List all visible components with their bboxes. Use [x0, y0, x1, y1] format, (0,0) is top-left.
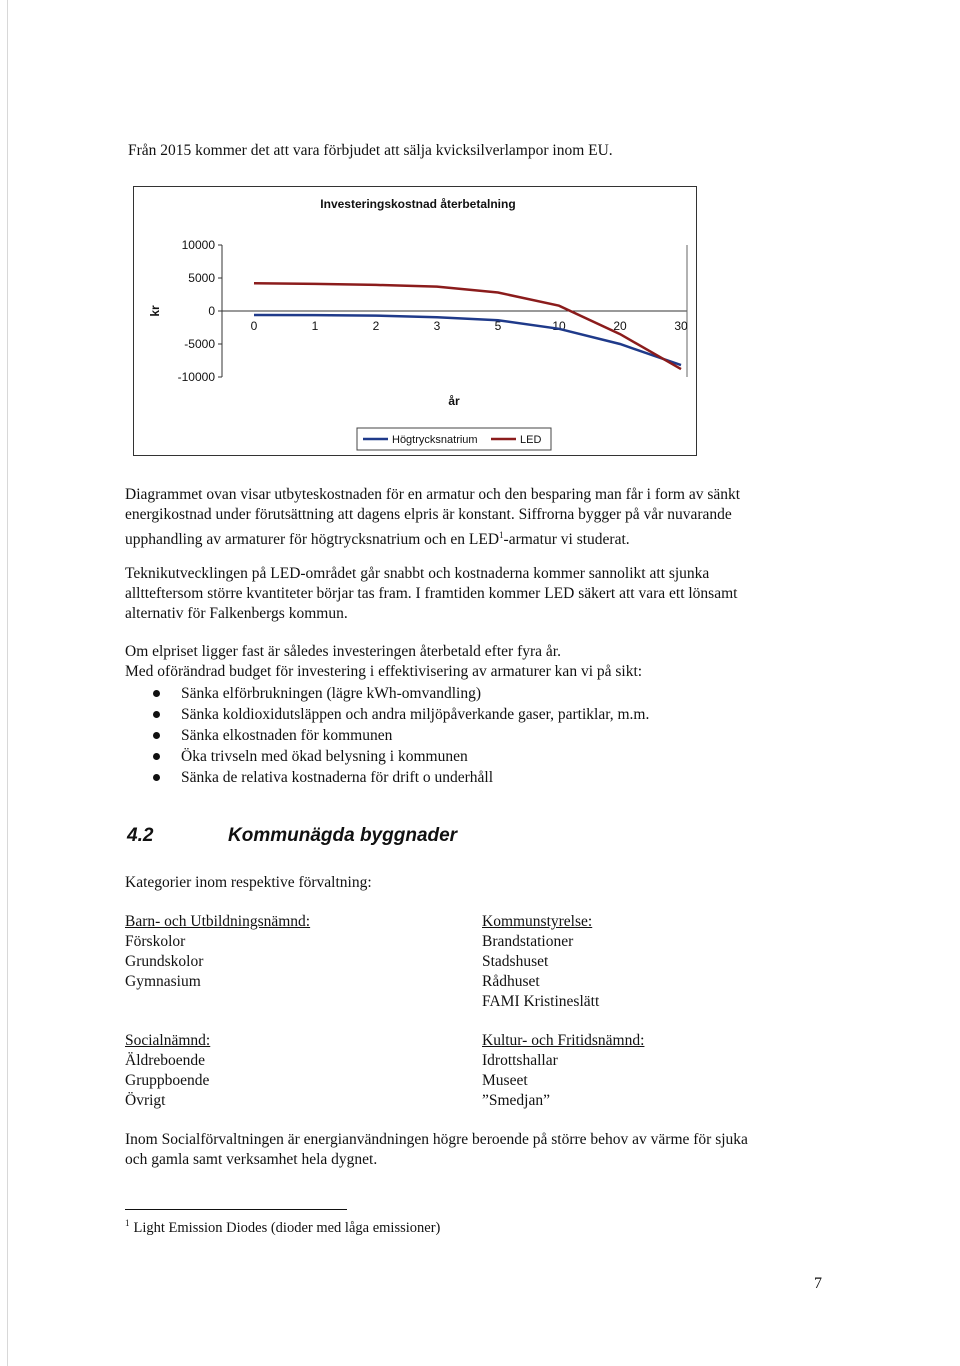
chart-axes	[222, 245, 687, 377]
section-number: 4.2	[127, 825, 154, 846]
group-heading: Kommunstyrelse:	[482, 913, 593, 930]
x-tick-label: 10	[552, 319, 566, 333]
bullet-icon	[153, 711, 160, 718]
group-social	[125, 1031, 210, 1111]
group-item: Rådhuset	[482, 973, 540, 990]
para1-line-3-text: upphandling av armaturer för högtrycksnatrium och en LED	[125, 531, 500, 549]
group-item: ”Smedjan”	[482, 1092, 551, 1109]
group-item: Idrottshallar	[482, 1052, 558, 1069]
x-tick-label: 3	[433, 319, 441, 333]
y-axis-ticks	[178, 238, 222, 384]
page-number: 7	[814, 1275, 822, 1292]
para4-line-1: Inom Socialförvaltningen är energianvändningen högre beroende på större behov av värme för sjuka	[125, 1131, 748, 1148]
y-tick-label: 5000	[188, 271, 215, 285]
group-item: Förskolor	[125, 933, 186, 950]
legend-label-hps: Högtrycksnatrium	[392, 434, 478, 446]
y-axis-label: kr	[148, 305, 162, 317]
categories-intro: Kategorier inom respektive förvaltning:	[125, 874, 372, 891]
x-axis-ticks	[251, 319, 688, 333]
para1-line-3	[125, 525, 825, 550]
group-item: Gruppboende	[125, 1072, 210, 1089]
para2-line-2: alltteftersom större kvantiteter börjar tas fram. I framtiden kommer LED säkert att vara ett lönsamt	[125, 585, 738, 602]
chart-canvas	[134, 187, 696, 455]
section-title: Kommunägda byggnader	[228, 825, 458, 846]
list-item	[125, 767, 649, 788]
para1-line-1: Diagrammet ovan visar utbyteskostnaden för en armatur och den besparing man får i form av sänkt	[125, 486, 741, 503]
footnote-rule	[125, 1209, 347, 1210]
y-tick-label: 10000	[181, 238, 215, 252]
bullet-text: Sänka elkostnaden för kommunen	[181, 727, 393, 744]
bullet-text: Öka trivseln med ökad belysning i kommunen	[181, 748, 468, 765]
list-item	[125, 704, 649, 725]
x-tick-label: 0	[250, 319, 258, 333]
x-tick-label: 1	[311, 319, 319, 333]
para3-line-1: Om elpriset ligger fast är således investeringen återbetald efter fyra år.	[125, 643, 561, 660]
group-item: Äldreboende	[125, 1052, 206, 1069]
benefits-list	[125, 683, 649, 788]
x-axis-label: år	[448, 394, 460, 408]
footnote-mark: 1	[125, 1218, 130, 1228]
payback-paragraph	[125, 642, 825, 682]
bullet-text: Sänka de relativa kostnaderna för drift o underhåll	[181, 769, 494, 786]
x-tick-label: 5	[494, 319, 502, 333]
group-barn-utbildning	[125, 912, 310, 992]
x-tick-label: 2	[372, 319, 380, 333]
group-item: Gymnasium	[125, 973, 201, 990]
group-item: FAMI Kristineslätt	[482, 993, 600, 1010]
group-item: Grundskolor	[125, 953, 204, 970]
group-heading: Kultur- och Fritidsnämnd:	[482, 1032, 645, 1049]
payback-chart	[133, 186, 697, 456]
footnote-text: Light Emission Diodes (dioder med låga emissioner)	[133, 1219, 441, 1236]
bullet-icon	[153, 753, 160, 760]
group-kommunstyrelse	[482, 912, 599, 1012]
footnote	[125, 1218, 440, 1237]
group-heading: Socialnämnd:	[125, 1032, 211, 1049]
bullet-icon	[153, 732, 160, 739]
group-item: Övrigt	[125, 1092, 166, 1109]
para3-line-2: Med oförändrad budget för investering i effektivisering av armaturer kan vi på sikt:	[125, 663, 643, 680]
bullet-text: Sänka elförbrukningen (lägre kWh-omvandling)	[181, 685, 482, 702]
y-tick-label: 0	[208, 304, 215, 318]
list-item	[125, 725, 649, 746]
para1-line-3-end: -armatur vi studerat.	[503, 531, 630, 549]
group-kultur-fritid	[482, 1031, 644, 1111]
chart-legend	[357, 428, 551, 450]
bullet-icon	[153, 690, 160, 697]
bullet-text: Sänka koldioxidutsläppen och andra miljöpåverkande gaser, partiklar, m.m.	[181, 706, 650, 723]
group-item: Museet	[482, 1072, 528, 1089]
para2-line-1: Teknikutvecklingen på LED-området går snabbt och kostnaderna kommer sannolikt att sjunka	[125, 565, 710, 582]
group-heading: Barn- och Utbildningsnämnd:	[125, 913, 311, 930]
intro-text: Från 2015 kommer det att vara förbjudet att sälja kvicksilverlampor inom EU.	[128, 142, 613, 159]
scan-edge-line	[7, 0, 8, 1366]
footnote-ref: 1	[499, 530, 504, 540]
bullet-icon	[153, 774, 160, 781]
x-tick-label: 20	[613, 319, 627, 333]
chart-title: Investeringskostnad återbetalning	[320, 197, 516, 211]
chart-description	[125, 485, 825, 550]
led-development-paragraph	[125, 564, 825, 624]
list-item	[125, 683, 649, 704]
y-tick-label: -10000	[177, 370, 215, 384]
group-item: Brandstationer	[482, 933, 574, 950]
para1-line-2: energikostnad under förutsättning att dagens elpris är konstant. Siffrorna bygger på vår nuvarande	[125, 506, 732, 523]
social-energy-paragraph	[125, 1130, 825, 1170]
list-item	[125, 746, 649, 767]
legend-label-led: LED	[520, 434, 542, 446]
para2-line-3: alternativ för Falkenbergs kommun.	[125, 605, 348, 622]
x-tick-label: 30	[674, 319, 688, 333]
para4-line-2: och gamla samt verksamhet hela dygnet.	[125, 1151, 378, 1168]
group-item: Stadshuset	[482, 953, 549, 970]
y-tick-label: -5000	[184, 337, 215, 351]
